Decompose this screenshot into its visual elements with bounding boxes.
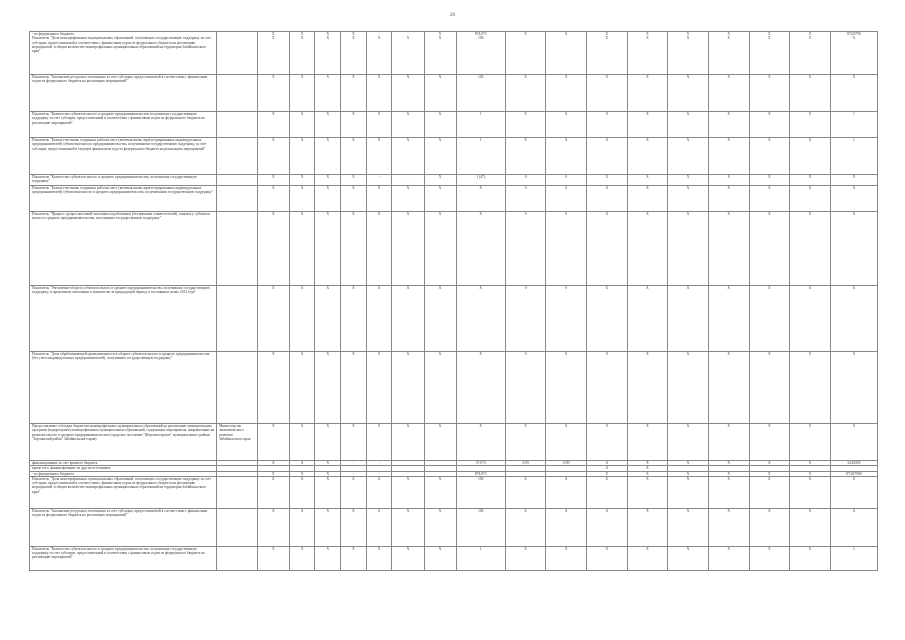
- value-cell: X: [315, 112, 341, 138]
- value-cell: X: [668, 212, 709, 286]
- value-cell: X X: [627, 32, 668, 75]
- value-cell: X: [790, 461, 831, 466]
- value-cell: X: [790, 112, 831, 138]
- value-cell: 0,09: [546, 461, 587, 466]
- value-cell: X: [257, 186, 289, 212]
- responsible-executor-cell: [217, 32, 258, 75]
- value-cell: X: [627, 212, 668, 286]
- value-cell: X: [790, 424, 831, 461]
- responsible-executor-cell: [217, 476, 258, 508]
- value-cell: X: [315, 286, 341, 352]
- value-cell: X: [790, 75, 831, 112]
- value-cell: X: [257, 508, 289, 546]
- value-cell: 1: [456, 138, 505, 175]
- value-cell: X: [257, 471, 289, 476]
- value-cell: X: [749, 546, 790, 570]
- row-description-cell: - из федерального бюджета: [30, 471, 217, 476]
- row-description-cell: Показатель "Увеличение оборота субъектов малого и среднего предпринимательства, получивших государственную поддержку, в процентном отношении к показателю за предыдущий период, в постоянных ценах 2014 года": [30, 286, 217, 352]
- value-cell: X: [257, 75, 289, 112]
- value-cell: 34,82565: [830, 461, 877, 466]
- value-cell: X: [627, 352, 668, 424]
- value-cell: X: [627, 466, 668, 471]
- value-cell: X: [366, 186, 392, 212]
- table-row: [30, 286, 878, 352]
- value-cell: -: [392, 471, 424, 476]
- responsible-executor-cell: [217, 112, 258, 138]
- value-cell: X: [392, 112, 424, 138]
- value-cell: 100: [456, 508, 505, 546]
- value-cell: X: [505, 32, 546, 75]
- row-description-cell: Показатель "Количество субъектов малого и среднего предпринимательства, получивших государственную поддержку за счет субсидии, предоставленной в соответствии с финансовым годом из федерального бюджета на реализацию мероприятий": [30, 112, 217, 138]
- value-cell: X: [257, 461, 289, 466]
- value-cell: X: [627, 424, 668, 461]
- row-description-cell: Показатель "Заполнение ресурсного потенциала за счет субсидии, предоставляемой в соответствии с финансовым годом из федерального бюджета на реализацию мероприятий": [30, 75, 217, 112]
- value-cell: X: [749, 461, 790, 466]
- value-cell: 0: [546, 175, 587, 186]
- value-cell: X: [366, 112, 392, 138]
- value-cell: X: [341, 424, 367, 461]
- value-cell: X: [392, 286, 424, 352]
- value-cell: X: [392, 75, 424, 112]
- value-cell: X: [289, 424, 315, 461]
- value-cell: X: [627, 175, 668, 186]
- value-cell: X: [627, 476, 668, 508]
- value-cell: 0: [505, 352, 546, 424]
- value-cell: X: [341, 508, 367, 546]
- value-cell: X: [749, 138, 790, 175]
- value-cell: X: [424, 424, 456, 461]
- value-cell: X: [668, 471, 709, 476]
- value-cell: X: [424, 75, 456, 112]
- row-description-cell: Предоставление субсидии бюджетам монопрофильных муниципальных образований на реализацию муниципальных программ (подпрограмм) монопрофильных муниципальных образований, содержащих мероприятия, направленные на развитие малого и среднего предпринимательства (городское поселение "Шерловогорское" муниципального района "Борзинский район" Забайкальского края): [30, 424, 217, 461]
- value-cell: X: [289, 175, 315, 186]
- value-cell: X: [627, 471, 668, 476]
- value-cell: X: [505, 112, 546, 138]
- value-cell: X: [546, 508, 587, 546]
- value-cell: X: [341, 75, 367, 112]
- responsible-executor-cell: [217, 175, 258, 186]
- value-cell: X: [257, 352, 289, 424]
- value-cell: X: [790, 476, 831, 508]
- value-cell: X: [392, 138, 424, 175]
- value-cell: X: [456, 424, 505, 461]
- value-cell: X: [456, 286, 505, 352]
- value-cell: 0: [505, 286, 546, 352]
- value-cell: X: [708, 352, 749, 424]
- value-cell: X: [830, 476, 877, 508]
- value-cell: X: [392, 186, 424, 212]
- value-cell: X: [708, 138, 749, 175]
- value-cell: 100: [456, 75, 505, 112]
- value-cell: X: [257, 424, 289, 461]
- value-cell: X: [289, 546, 315, 570]
- value-cell: X: [790, 471, 831, 476]
- value-cell: X: [546, 424, 587, 461]
- value-cell: 0: [546, 212, 587, 286]
- value-cell: X: [790, 138, 831, 175]
- value-cell: X: [790, 508, 831, 546]
- responsible-executor-cell: [217, 352, 258, 424]
- value-cell: X: [289, 508, 315, 546]
- row-description-cell: финансирование за счет краевого бюджета: [30, 461, 217, 466]
- value-cell: X: [341, 546, 367, 570]
- value-cell: X: [708, 546, 749, 570]
- responsible-executor-cell: [217, 186, 258, 212]
- row-description-cell: кроме того, финансирование из других источников:: [30, 466, 217, 471]
- value-cell: -: [366, 175, 392, 186]
- value-cell: X: [790, 212, 831, 286]
- value-cell: X: [366, 546, 392, 570]
- value-cell: X: [668, 138, 709, 175]
- value-cell: X: [749, 508, 790, 546]
- value-cell: X: [289, 186, 315, 212]
- value-cell: X X: [424, 32, 456, 75]
- value-cell: X: [366, 424, 392, 461]
- value-cell: X: [587, 286, 628, 352]
- value-cell: X X: [708, 32, 749, 75]
- value-cell: X: [790, 186, 831, 212]
- value-cell: X: [289, 212, 315, 286]
- value-cell: X: [505, 546, 546, 570]
- value-cell: X: [424, 476, 456, 508]
- value-cell: X: [587, 138, 628, 175]
- responsible-executor-cell: [217, 546, 258, 570]
- value-cell: X: [505, 138, 546, 175]
- value-cell: X: [315, 175, 341, 186]
- value-cell: X: [708, 476, 749, 508]
- value-cell: X: [749, 476, 790, 508]
- value-cell: X: [505, 508, 546, 546]
- value-cell: X: [749, 352, 790, 424]
- value-cell: -: [392, 461, 424, 466]
- value-cell: X: [627, 461, 668, 466]
- value-cell: X: [587, 461, 628, 466]
- value-cell: X: [587, 112, 628, 138]
- value-cell: X: [587, 471, 628, 476]
- value-cell: 0: [546, 286, 587, 352]
- value-cell: X: [392, 546, 424, 570]
- value-cell: X: [830, 75, 877, 112]
- value-cell: X: [289, 461, 315, 466]
- value-cell: X: [315, 186, 341, 212]
- responsible-executor-cell: [217, 508, 258, 546]
- value-cell: X: [749, 112, 790, 138]
- table-row: [30, 32, 878, 75]
- value-cell: X X: [289, 32, 315, 75]
- value-cell: X: [366, 352, 392, 424]
- value-cell: X: [392, 508, 424, 546]
- row-description-cell: Показатель "Доля монопрофильных муниципальных образований, получающих государственную поддержку за счет субсидии, предоставляемой в соответствии с финансовым годом из федерального бюджета на реализацию мероприятий, в общем количестве монопрофильных муниципальных образований на территории Забайкальского края": [30, 476, 217, 508]
- value-cell: X: [627, 286, 668, 352]
- value-cell: X: [456, 212, 505, 286]
- table-row: [30, 424, 878, 461]
- value-cell: X: [315, 508, 341, 546]
- row-description-cell: Показатель "Доля обрабатывающей промышленности в обороте субъектов малого и среднего предпринимательства (без учета индивидуальных предпринимателей), получивших государственную поддержку": [30, 352, 217, 424]
- value-cell: -: [366, 461, 392, 466]
- value-cell: X: [546, 546, 587, 570]
- value-cell: X: [546, 112, 587, 138]
- value-cell: X: [341, 186, 367, 212]
- value-cell: -: [341, 471, 367, 476]
- value-cell: X: [341, 138, 367, 175]
- value-cell: X: [392, 424, 424, 461]
- value-cell: X: [627, 186, 668, 212]
- value-cell: X: [749, 286, 790, 352]
- value-cell: X: [341, 476, 367, 508]
- value-cell: X: [668, 352, 709, 424]
- value-cell: X: [341, 112, 367, 138]
- value-cell: X: [546, 32, 587, 75]
- value-cell: 0: [505, 212, 546, 286]
- value-cell: X: [830, 212, 877, 286]
- value-cell: X: [830, 286, 877, 352]
- value-cell: X: [749, 186, 790, 212]
- value-cell: -: [341, 461, 367, 466]
- value-cell: X: [708, 508, 749, 546]
- value-cell: X: [424, 508, 456, 546]
- value-cell: X: [749, 75, 790, 112]
- value-cell: X X: [668, 32, 709, 75]
- value-cell: X: [587, 186, 628, 212]
- value-cell: X: [315, 352, 341, 424]
- value-cell: X: [708, 461, 749, 466]
- value-cell: X: [257, 112, 289, 138]
- value-cell: X: [289, 138, 315, 175]
- value-cell: - X: [392, 32, 424, 75]
- value-cell: X: [668, 186, 709, 212]
- value-cell: X: [708, 471, 749, 476]
- value-cell: X: [315, 75, 341, 112]
- value-cell: X: [708, 75, 749, 112]
- value-cell: X: [257, 212, 289, 286]
- responsible-executor-cell: [217, 138, 258, 175]
- value-cell: 0,09: [505, 461, 546, 466]
- value-cell: 1: [830, 112, 877, 138]
- value-cell: -: [392, 175, 424, 186]
- value-cell: 1: [830, 546, 877, 570]
- value-cell: X: [790, 546, 831, 570]
- value-cell: 874,873: [456, 471, 505, 476]
- value-cell: X: [587, 352, 628, 424]
- value-cell: X: [587, 466, 628, 471]
- value-cell: 1 (47): [456, 175, 505, 186]
- value-cell: X: [546, 138, 587, 175]
- responsible-executor-cell: [217, 212, 258, 286]
- value-cell: X: [289, 112, 315, 138]
- value-cell: X: [587, 175, 628, 186]
- value-cell: X: [668, 112, 709, 138]
- value-cell: X: [830, 186, 877, 212]
- value-cell: X: [424, 186, 456, 212]
- value-cell: X: [627, 112, 668, 138]
- responsible-executor-cell: Министерство экономического развития Забайкальского края: [217, 424, 258, 461]
- value-cell: 1: [456, 112, 505, 138]
- value-cell: X: [505, 476, 546, 508]
- value-cell: X: [830, 508, 877, 546]
- value-cell: X: [315, 476, 341, 508]
- value-cell: X X: [257, 32, 289, 75]
- value-cell: X: [708, 424, 749, 461]
- value-cell: X: [587, 75, 628, 112]
- responsible-executor-cell: [217, 75, 258, 112]
- value-cell: X: [257, 138, 289, 175]
- value-cell: X: [708, 212, 749, 286]
- value-cell: X: [708, 286, 749, 352]
- value-cell: X: [749, 424, 790, 461]
- row-description-cell: Показатель "Прирост среднесписочной численности работников (без внешних совместителей), занятых у субъектов малого и среднего предпринимательства, получивших государственную поддержку": [30, 212, 217, 286]
- value-cell: X: [341, 352, 367, 424]
- value-cell: X: [424, 138, 456, 175]
- value-cell: X: [587, 476, 628, 508]
- value-cell: X: [424, 546, 456, 570]
- value-cell: X: [341, 212, 367, 286]
- value-cell: X: [627, 75, 668, 112]
- value-cell: X: [366, 212, 392, 286]
- table-row: [30, 112, 878, 138]
- value-cell: X: [668, 175, 709, 186]
- value-cell: X: [424, 175, 456, 186]
- value-cell: 1: [830, 138, 877, 175]
- value-cell: X: [366, 476, 392, 508]
- value-cell: X: [627, 508, 668, 546]
- value-cell: X: [749, 471, 790, 476]
- table-row: [30, 508, 878, 546]
- value-cell: 874,8790 %: [830, 32, 877, 75]
- row-description-cell: Показатель "Количество вновь созданных рабочих мест (включая вновь зарегистрированных индивидуальных предпринимателей) субъектами малого и среднего предпринимательства, получившими государственную поддержку": [30, 186, 217, 212]
- row-description-cell: Показатель "Количество субъектов малого и среднего предпринимательства, получивших государственную поддержку за счет субсидии, предоставленной в соответствии с финансовым годом из федерального бюджета на реализацию мероприятий": [30, 546, 217, 570]
- value-cell: X: [546, 476, 587, 508]
- value-cell: X: [366, 286, 392, 352]
- value-cell: X: [708, 112, 749, 138]
- value-cell: X: [668, 546, 709, 570]
- value-cell: X: [505, 424, 546, 461]
- value-cell: X: [424, 286, 456, 352]
- value-cell: X: [546, 75, 587, 112]
- value-cell: X: [708, 186, 749, 212]
- value-cell: X X: [790, 32, 831, 75]
- value-cell: X: [587, 212, 628, 286]
- value-cell: X X: [341, 32, 367, 75]
- value-cell: X: [366, 508, 392, 546]
- value-cell: X: [289, 286, 315, 352]
- value-cell: X: [830, 352, 877, 424]
- value-cell: X: [587, 424, 628, 461]
- value-cell: X: [587, 508, 628, 546]
- value-cell: X: [668, 286, 709, 352]
- value-cell: X: [668, 75, 709, 112]
- value-cell: 100: [456, 476, 505, 508]
- value-cell: X: [456, 186, 505, 212]
- value-cell: X: [790, 175, 831, 186]
- value-cell: X: [392, 476, 424, 508]
- value-cell: X: [315, 471, 341, 476]
- value-cell: 1: [456, 546, 505, 570]
- value-cell: X: [366, 75, 392, 112]
- value-cell: X: [668, 508, 709, 546]
- value-cell: X X: [587, 32, 628, 75]
- value-cell: 874,873 100: [456, 32, 505, 75]
- value-cell: 37,073: [456, 461, 505, 466]
- value-cell: X: [668, 461, 709, 466]
- value-cell: X: [456, 352, 505, 424]
- table-row: [30, 175, 878, 186]
- value-cell: X: [289, 75, 315, 112]
- value-cell: X: [392, 352, 424, 424]
- value-cell: X: [790, 352, 831, 424]
- value-cell: X: [257, 286, 289, 352]
- row-description-cell: Показатель "Количество субъектов малого и среднего предпринимательства, получивших государственную поддержку": [30, 175, 217, 186]
- value-cell: X: [366, 138, 392, 175]
- value-cell: X: [315, 424, 341, 461]
- value-cell: X: [424, 112, 456, 138]
- value-cell: X: [749, 212, 790, 286]
- table-row: [30, 186, 878, 212]
- row-description-cell: - из федерального бюджета Показатель "Доля монопрофильных муниципальных образований, получающих государственную поддержку за счет субсидии, предоставляемой в соответствии с финансовым годом из федерального бюджета на реализацию мероприятий, в общем количестве монопрофильных муниципальных образований на территории Забайкальского края": [30, 32, 217, 75]
- value-cell: 874,87900: [830, 471, 877, 476]
- value-cell: X: [315, 546, 341, 570]
- value-cell: - X: [366, 32, 392, 75]
- value-cell: -: [366, 471, 392, 476]
- value-cell: X: [708, 175, 749, 186]
- value-cell: X: [627, 138, 668, 175]
- value-cell: X: [830, 424, 877, 461]
- value-cell: X: [257, 476, 289, 508]
- value-cell: 0: [505, 175, 546, 186]
- value-cell: X: [289, 476, 315, 508]
- value-cell: 0: [546, 186, 587, 212]
- table-row: [30, 75, 878, 112]
- value-cell: X: [315, 212, 341, 286]
- value-cell: X: [668, 424, 709, 461]
- value-cell: X: [627, 546, 668, 570]
- value-cell: X: [830, 175, 877, 186]
- value-cell: X: [790, 286, 831, 352]
- row-description-cell: Показатель "Заполнение ресурсного потенциала за счет субсидии, предоставляемой в соответствии с финансовым годом из федерального бюджета на реализацию мероприятий": [30, 508, 217, 546]
- value-cell: X: [392, 212, 424, 286]
- table-row: [30, 212, 878, 286]
- value-cell: X: [424, 212, 456, 286]
- value-cell: X: [587, 546, 628, 570]
- value-cell: X: [749, 175, 790, 186]
- value-cell: 0: [546, 352, 587, 424]
- page-number: 20: [450, 13, 455, 18]
- table-row: [30, 476, 878, 508]
- value-cell: X X: [315, 32, 341, 75]
- value-cell: X: [505, 75, 546, 112]
- value-cell: X: [668, 476, 709, 508]
- table-row: [30, 138, 878, 175]
- table-row: [30, 352, 878, 424]
- value-cell: X: [289, 352, 315, 424]
- value-cell: X: [341, 286, 367, 352]
- value-cell: X: [257, 175, 289, 186]
- program-indicators-table: [29, 31, 878, 571]
- value-cell: X X: [749, 32, 790, 75]
- value-cell: X: [424, 352, 456, 424]
- table-row: [30, 546, 878, 570]
- value-cell: 0: [505, 186, 546, 212]
- value-cell: X: [257, 546, 289, 570]
- responsible-executor-cell: [217, 286, 258, 352]
- value-cell: X: [341, 175, 367, 186]
- value-cell: X: [289, 471, 315, 476]
- row-description-cell: Показатель "Количество вновь созданных рабочих мест (включая вновь зарегистрированных индивидуальных предпринимателей) субъектами малого предпринимательства, получившими государственную поддержку, за счет субсидии, предоставленной в текущем финансовом году из федерального бюджета на реализацию мероприятий": [30, 138, 217, 175]
- value-cell: X: [315, 138, 341, 175]
- value-cell: X: [315, 461, 341, 466]
